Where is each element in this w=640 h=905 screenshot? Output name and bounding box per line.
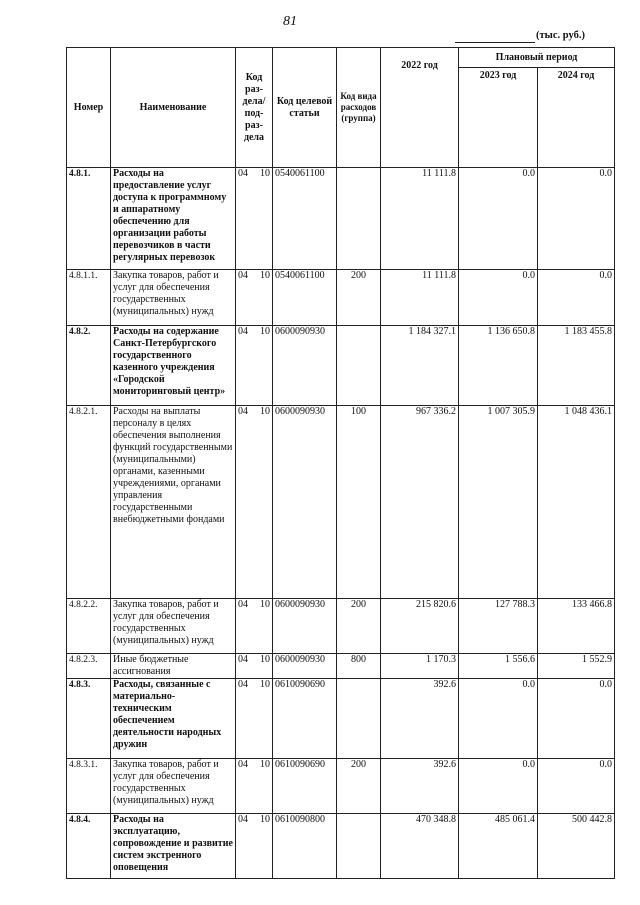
row-number: 4.8.2.2. xyxy=(67,599,111,654)
row-amount-2024: 0.0 xyxy=(538,270,615,326)
row-amount-2022: 11 111.8 xyxy=(381,168,459,270)
row-amount-2022: 392.6 xyxy=(381,679,459,759)
header-year-2022: 2022 год xyxy=(381,48,459,168)
row-section-code xyxy=(236,406,273,599)
row-amount-2022: 215 820.6 xyxy=(381,599,459,654)
row-section: 04 xyxy=(238,679,248,690)
row-section: 04 xyxy=(238,654,248,665)
row-section-code xyxy=(236,599,273,654)
row-number: 4.8.3.1. xyxy=(67,759,111,814)
header-year-2024: 2024 год xyxy=(538,68,615,168)
row-amount-2023: 1 556.6 xyxy=(459,654,538,679)
row-expense-type xyxy=(337,679,381,759)
unit-underline xyxy=(455,42,535,43)
row-number: 4.8.2.1. xyxy=(67,406,111,599)
row-amount-2024: 0.0 xyxy=(538,679,615,759)
row-target-code: 0610090690 xyxy=(273,759,337,814)
header-number: Номер xyxy=(67,48,111,168)
header-name: Наименование xyxy=(111,48,236,168)
row-expense-type: 200 xyxy=(337,759,381,814)
row-target-code: 0540061100 xyxy=(273,168,337,270)
row-name: Расходы на предоставление услуг доступа к программному и аппаратному обеспечению для организации работы перевозчиков в части регулярных перевозок xyxy=(111,168,236,270)
row-target-code: 0540061100 xyxy=(273,270,337,326)
row-amount-2022: 967 336.2 xyxy=(381,406,459,599)
row-target-code: 0610090690 xyxy=(273,679,337,759)
header-section-code: Код раз-дела/ под-раз-дела xyxy=(236,48,273,168)
row-name: Иные бюджетные ассигнования xyxy=(111,654,236,679)
row-amount-2023: 0.0 xyxy=(459,679,538,759)
row-section-code xyxy=(236,814,273,879)
row-number: 4.8.4. xyxy=(67,814,111,879)
table-row xyxy=(67,326,615,406)
row-target-code: 0600090930 xyxy=(273,326,337,406)
row-subsection: 10 xyxy=(260,814,270,825)
row-name: Расходы на эксплуатацию, сопровождение и развитие систем экстренного оповещения xyxy=(111,814,236,879)
row-section-code xyxy=(236,654,273,679)
row-name: Закупка товаров, работ и услуг для обеспечения государственных (муниципальных) нужд xyxy=(111,759,236,814)
table-row xyxy=(67,759,615,814)
row-number: 4.8.1.1. xyxy=(67,270,111,326)
row-amount-2022: 470 348.8 xyxy=(381,814,459,879)
row-amount-2024: 0.0 xyxy=(538,759,615,814)
row-section-code xyxy=(236,168,273,270)
row-expense-type xyxy=(337,814,381,879)
row-amount-2024: 1 183 455.8 xyxy=(538,326,615,406)
row-name: Расходы, связанные с материально-техническим обеспечением деятельности народных дружин xyxy=(111,679,236,759)
budget-table xyxy=(66,47,615,879)
row-amount-2023: 0.0 xyxy=(459,270,538,326)
row-amount-2024: 1 552.9 xyxy=(538,654,615,679)
row-section-code xyxy=(236,270,273,326)
header-planning-period: Плановый период xyxy=(459,48,615,68)
row-expense-type xyxy=(337,168,381,270)
row-subsection: 10 xyxy=(260,406,270,417)
table-row xyxy=(67,654,615,679)
table-row xyxy=(67,168,615,270)
table-row xyxy=(67,406,615,599)
row-expense-type: 200 xyxy=(337,270,381,326)
row-amount-2023: 1 007 305.9 xyxy=(459,406,538,599)
row-subsection: 10 xyxy=(260,168,270,179)
row-amount-2024: 0.0 xyxy=(538,168,615,270)
row-amount-2024: 500 442.8 xyxy=(538,814,615,879)
row-target-code: 0600090930 xyxy=(273,406,337,599)
row-section: 04 xyxy=(238,599,248,610)
row-amount-2023: 127 788.3 xyxy=(459,599,538,654)
row-target-code: 0600090930 xyxy=(273,654,337,679)
row-expense-type xyxy=(337,326,381,406)
row-number: 4.8.1. xyxy=(67,168,111,270)
row-section-code xyxy=(236,326,273,406)
row-subsection: 10 xyxy=(260,326,270,337)
row-section-code xyxy=(236,679,273,759)
row-subsection: 10 xyxy=(260,679,270,690)
row-amount-2024: 133 466.8 xyxy=(538,599,615,654)
row-number: 4.8.2.3. xyxy=(67,654,111,679)
unit-note: (тыс. руб.) xyxy=(536,30,585,41)
table-row xyxy=(67,679,615,759)
table-row xyxy=(67,270,615,326)
header-target-code: Код целевой статьи xyxy=(273,48,337,168)
header-year-2023: 2023 год xyxy=(459,68,538,168)
row-section: 04 xyxy=(238,814,248,825)
row-section: 04 xyxy=(238,759,248,770)
row-number: 4.8.3. xyxy=(67,679,111,759)
row-target-code: 0610090800 xyxy=(273,814,337,879)
table-row xyxy=(67,814,615,879)
row-name: Закупка товаров, работ и услуг для обеспечения государственных (муниципальных) нужд xyxy=(111,270,236,326)
row-amount-2024: 1 048 436.1 xyxy=(538,406,615,599)
table-row xyxy=(67,599,615,654)
row-expense-type: 800 xyxy=(337,654,381,679)
row-expense-type: 200 xyxy=(337,599,381,654)
row-name: Расходы на содержание Санкт-Петербургского государственного казенного учреждения «Городской мониторинговый центр» xyxy=(111,326,236,406)
row-amount-2023: 0.0 xyxy=(459,168,538,270)
row-amount-2022: 1 170.3 xyxy=(381,654,459,679)
page-number: 81 xyxy=(283,14,297,29)
row-subsection: 10 xyxy=(260,599,270,610)
row-number: 4.8.2. xyxy=(67,326,111,406)
row-section: 04 xyxy=(238,326,248,337)
row-subsection: 10 xyxy=(260,270,270,281)
row-section: 04 xyxy=(238,270,248,281)
row-expense-type: 100 xyxy=(337,406,381,599)
row-section-code xyxy=(236,759,273,814)
row-subsection: 10 xyxy=(260,759,270,770)
row-target-code: 0600090930 xyxy=(273,599,337,654)
row-section: 04 xyxy=(238,168,248,179)
row-name: Закупка товаров, работ и услуг для обеспечения государственных (муниципальных) нужд xyxy=(111,599,236,654)
row-section: 04 xyxy=(238,406,248,417)
row-amount-2023: 0.0 xyxy=(459,759,538,814)
row-amount-2022: 392.6 xyxy=(381,759,459,814)
header-expense-type: Код вида расходов (группа) xyxy=(337,48,381,168)
row-amount-2023: 485 061.4 xyxy=(459,814,538,879)
row-subsection: 10 xyxy=(260,654,270,665)
row-amount-2022: 1 184 327.1 xyxy=(381,326,459,406)
row-name: Расходы на выплаты персоналу в целях обеспечения выполнения функций государственными (муниципальными) органами, казенными учреждениями, органами управления государственными внебюджетными фондами xyxy=(111,406,236,599)
row-amount-2022: 11 111.8 xyxy=(381,270,459,326)
row-amount-2023: 1 136 650.8 xyxy=(459,326,538,406)
